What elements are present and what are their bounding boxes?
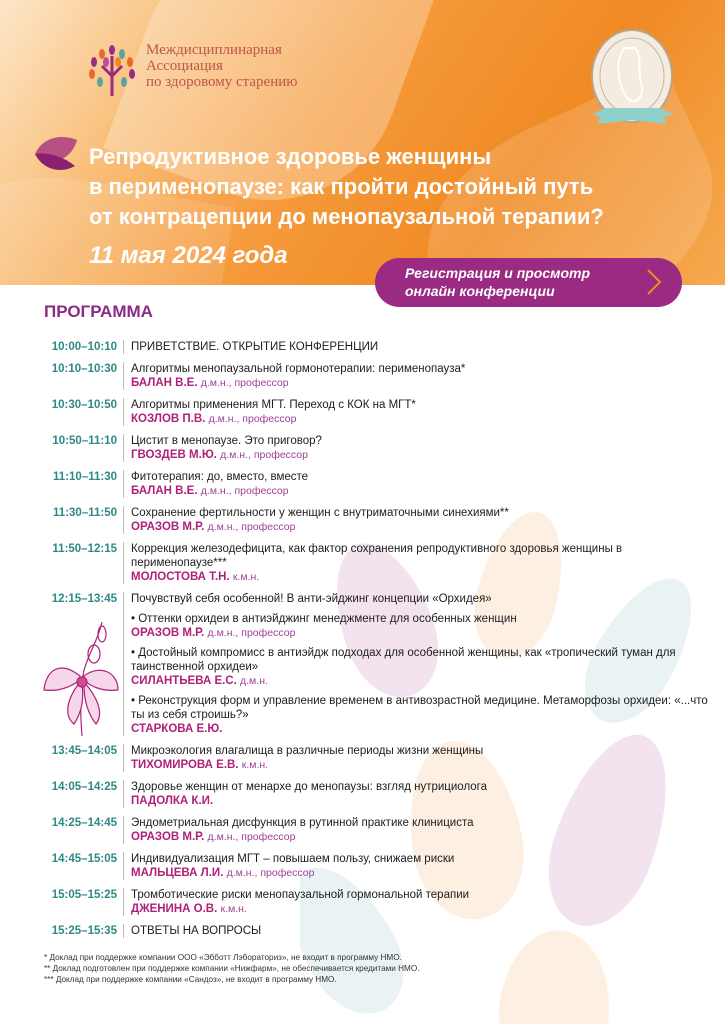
program-row xyxy=(40,888,710,916)
footnote: * Доклад при поддержке компании ООО «Эбботт Лэбораториз», не входит в программу НМО. xyxy=(44,953,402,962)
speaker-name: СИЛАНТЬЕВА Е.С. xyxy=(131,675,237,687)
subtalk-topic: • Оттенки орхидеи в антиэйджинг менеджменте для особенных женщин xyxy=(131,613,517,625)
program-row xyxy=(40,434,710,462)
speaker-degree: к.м.н. xyxy=(241,759,269,771)
org-name-line: Междисциплинарная xyxy=(146,42,282,58)
speaker-line xyxy=(131,626,710,640)
session-content xyxy=(124,888,710,916)
program-row xyxy=(40,924,710,938)
session-topic: Почувствуй себя особенной! В анти-эйджинг концепции «Орхидея» xyxy=(131,593,492,605)
speaker-name: ТИХОМИРОВА Е.В. xyxy=(131,759,239,771)
title-line: Репродуктивное здоровье женщины xyxy=(89,144,492,169)
button-label-line: Регистрация и просмотр xyxy=(405,265,591,281)
session-topic: Цистит в менопаузе. Это приговор? xyxy=(131,435,322,447)
program-row xyxy=(40,470,710,498)
speaker-line xyxy=(131,484,710,498)
session-content xyxy=(124,340,710,354)
program-row xyxy=(40,398,710,426)
session-topic: Тромботические риски менопаузальной гормональной терапии xyxy=(131,889,470,901)
session-content xyxy=(124,816,710,844)
program-row xyxy=(40,542,710,584)
session-time: 11:30–11:50 xyxy=(40,506,124,534)
speaker-name: МОЛОСТОВА Т.Н. xyxy=(131,571,230,583)
session-topic: Индивидуализация МГТ – повышаем пользу, снижаем риски xyxy=(131,853,455,865)
session-topic: ПРИВЕТСТВИЕ. ОТКРЫТИЕ КОНФЕРЕНЦИИ xyxy=(131,341,379,353)
chevron-right-icon xyxy=(644,268,664,296)
session-topic: ОТВЕТЫ НА ВОПРОСЫ xyxy=(131,925,262,937)
speaker-line xyxy=(131,758,710,772)
footnote: *** Доклад при поддержке компании «Сандоз», не входит в программу НМО. xyxy=(44,975,337,984)
subtalk xyxy=(131,694,710,736)
session-topic: Фитотерапия: до, вместо, вместе xyxy=(131,471,309,483)
speaker-line xyxy=(131,794,710,808)
speaker-degree: д.м.н., профессор xyxy=(200,377,289,389)
session-content xyxy=(124,592,710,736)
subtalk xyxy=(131,646,710,688)
speaker-name: МАЛЬЦЕВА Л.И. xyxy=(131,867,224,879)
program-schedule xyxy=(40,340,710,938)
subtalk xyxy=(131,612,710,640)
session-topic: Алгоритмы менопаузальной гормонотерапии: перименопауза* xyxy=(131,363,466,375)
session-content xyxy=(124,780,710,808)
session-content xyxy=(124,744,710,772)
session-topic: Здоровье женщин от менархе до менопаузы: взгляд нутрициолога xyxy=(131,781,488,793)
speaker-degree: д.м.н., профессор xyxy=(220,449,308,461)
session-topic: Микроэкология влагалища в различные периоды жизни женщины xyxy=(131,745,484,757)
session-time: 14:25–14:45 xyxy=(40,816,124,844)
footnote: ** Доклад подготовлен при поддержке компании «Нижфарм», не обеспечивается кредитами НМО. xyxy=(44,964,420,973)
speaker-name: КОЗЛОВ П.В. xyxy=(131,413,206,425)
speaker-name: ДЖЕНИНА О.В. xyxy=(131,903,218,915)
speaker-degree: д.м.н., профессор xyxy=(207,521,296,533)
speaker-line xyxy=(131,448,710,462)
speaker-degree: д.м.н., профессор xyxy=(226,867,315,879)
program-row xyxy=(40,816,710,844)
subtalk-topic: • Достойный компромисс в антиэйдж подходах для особенной женщины, как «тропический туман для таинственной орхидеи» xyxy=(131,647,676,673)
speaker-degree: д.м.н., профессор xyxy=(200,485,289,497)
session-time: 10:30–10:50 xyxy=(40,398,124,426)
association-logo xyxy=(84,42,297,98)
program-row xyxy=(40,592,710,736)
speaker-line xyxy=(131,722,710,736)
program-row xyxy=(40,744,710,772)
speaker-line xyxy=(131,866,710,880)
speaker-line xyxy=(131,570,710,584)
speaker-degree: д.м.н., профессор xyxy=(208,413,297,425)
session-time: 14:45–15:05 xyxy=(40,852,124,880)
speaker-degree: д.м.н., профессор xyxy=(207,627,296,639)
session-content xyxy=(124,506,710,534)
speaker-line xyxy=(131,674,710,688)
header-banner xyxy=(0,0,725,285)
session-topic: Сохранение фертильности у женщин с внутриматочными синехиями** xyxy=(131,507,509,519)
speaker-name: БАЛАН В.Е. xyxy=(131,485,198,497)
session-time: 13:45–14:05 xyxy=(40,744,124,772)
program-row xyxy=(40,852,710,880)
session-topic: Коррекция железодефицита, как фактор сохранения репродуктивного здоровья женщины в перименопаузе*** xyxy=(131,543,623,569)
speaker-line xyxy=(131,376,710,390)
session-content xyxy=(124,852,710,880)
session-time: 11:50–12:15 xyxy=(40,542,124,584)
session-content xyxy=(124,542,710,584)
session-topic: Алгоритмы применения МГТ. Переход с КОК на МГТ* xyxy=(131,399,416,411)
session-time: 12:15–13:45 xyxy=(40,592,124,736)
conference-date: 11 мая 2024 года xyxy=(89,242,288,269)
program-row xyxy=(40,340,710,354)
session-content xyxy=(124,434,710,462)
program-and-footnotes xyxy=(40,340,710,985)
speaker-line xyxy=(131,830,710,844)
footnotes xyxy=(40,952,710,985)
session-content xyxy=(124,362,710,390)
speaker-name: ОРАЗОВ М.Р. xyxy=(131,831,205,843)
session-time: 14:05–14:25 xyxy=(40,780,124,808)
speaker-line xyxy=(131,902,710,916)
button-label-line: онлайн конференции xyxy=(405,283,555,299)
speaker-name: СТАРКОВА Е.Ю. xyxy=(131,723,223,735)
conference-title xyxy=(89,142,719,232)
speaker-name: ГВОЗДЕВ М.Ю. xyxy=(131,449,217,461)
speaker-name: БАЛАН В.Е. xyxy=(131,377,198,389)
title-line: в перименопаузе: как пройти достойный путь xyxy=(89,174,594,199)
session-topic: Эндометриальная дисфункция в рутинной практике клинициста xyxy=(131,817,474,829)
speaker-degree: к.м.н. xyxy=(232,571,260,583)
program-row xyxy=(40,506,710,534)
session-content xyxy=(124,470,710,498)
speaker-name: ОРАЗОВ М.Р. xyxy=(131,627,205,639)
session-time: 10:00–10:10 xyxy=(40,340,124,354)
session-content xyxy=(124,398,710,426)
program-row xyxy=(40,362,710,390)
session-time: 15:05–15:25 xyxy=(40,888,124,916)
speaker-line xyxy=(131,412,710,426)
org-name-line: по здоровому старению xyxy=(146,74,298,90)
org-name-line: Ассоциация xyxy=(146,58,223,74)
leaf-icon xyxy=(33,130,79,176)
speaker-line xyxy=(131,520,710,534)
subtalk-topic: • Реконструкция форм и управление временем в антивозрастной медицине. Метаморфозы орхидеи: «...что ты из себя строишь?» xyxy=(131,695,708,721)
session-time: 11:10–11:30 xyxy=(40,470,124,498)
speaker-degree: д.м.н., профессор xyxy=(207,831,296,843)
session-time: 15:25–15:35 xyxy=(40,924,124,938)
speaker-name: ПАДОЛКА К.И. xyxy=(131,795,214,807)
program-heading: ПРОГРАММА xyxy=(44,302,153,321)
speaker-name: ОРАЗОВ М.Р. xyxy=(131,521,205,533)
speaker-degree: д.м.н. xyxy=(240,675,268,687)
session-time: 10:50–11:10 xyxy=(40,434,124,462)
session-time: 10:10–10:30 xyxy=(40,362,124,390)
speaker-degree: к.м.н. xyxy=(220,903,247,915)
menopause-society-seal xyxy=(585,28,680,136)
tree-logo-icon xyxy=(84,42,140,98)
title-line: от контрацепции до менопаузальной терапии? xyxy=(89,204,604,229)
registration-button[interactable] xyxy=(375,258,682,307)
program-row xyxy=(40,780,710,808)
session-content xyxy=(124,924,710,938)
